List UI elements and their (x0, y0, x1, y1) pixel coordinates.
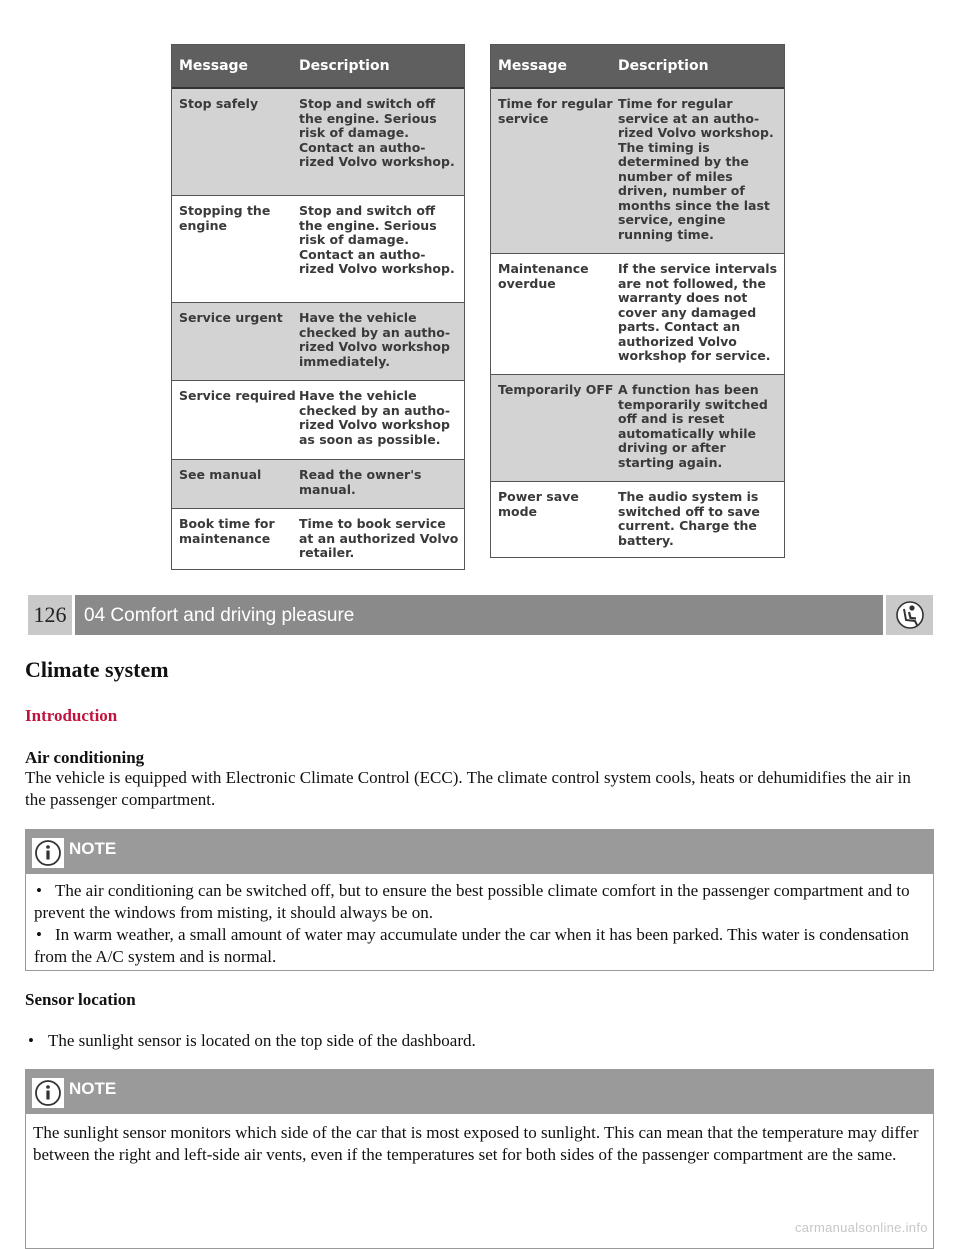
page-title: Climate system (25, 657, 169, 682)
header-description: Description (618, 57, 709, 74)
info-icon (32, 838, 64, 873)
table-row (172, 196, 464, 303)
row-description: Have the vehicle checked by an autho-rized Volvo workshop as soon as possible. (299, 388, 451, 447)
table-header (172, 45, 464, 89)
bullet-icon: • (36, 881, 42, 900)
table-row (172, 89, 464, 196)
sensor-heading: Sensor location (25, 990, 136, 1009)
ac-paragraph: The vehicle is equipped with Electronic Climate Control (ECC). The climate control system cools, heats or dehumidifies the air in the passenger compartment. (25, 768, 911, 809)
note-text: The sunlight sensor monitors which side of the car that is most exposed to sunlight. This can mean that the temperature may differ between the right and left-side air vents, even if the temperatures set for both sides of the passenger compartment are the same. (33, 1123, 919, 1164)
row-message: Time for regular service (498, 96, 613, 126)
note-item-text: In warm weather, a small amount of water may accumulate under the car when it has been parked. This water is condensation from the A/C system and is normal. (34, 925, 909, 966)
info-icon (32, 1078, 64, 1113)
row-message: Service required (179, 388, 296, 403)
row-description: A function has been temporarily switched off and is reset automatically while driving or after starting again. (618, 382, 768, 470)
row-message: Maintenance overdue (498, 261, 589, 291)
row-description: Read the owner's manual. (299, 467, 422, 497)
header-message: Message (179, 57, 249, 74)
message-table-left (171, 44, 465, 570)
list-item (25, 1030, 925, 1052)
bullet-icon: • (28, 1031, 34, 1050)
row-description: Stop and switch off the engine. Serious risk of damage. Contact an autho-rized Volvo workshop. (299, 203, 455, 276)
table-row (172, 303, 464, 381)
row-description: Time for regular service at an autho-rized Volvo workshop. The timing is determined by the number of miles driven, number of months since the last service, engine running time. (618, 96, 774, 242)
section-subheading: Introduction (25, 706, 118, 725)
ac-heading: Air conditioning (25, 748, 145, 767)
note-box (25, 829, 934, 971)
row-description: The audio system is switched off to save current. Charge the battery. (618, 489, 760, 548)
row-message: Service urgent (179, 310, 283, 325)
list-item (34, 880, 925, 924)
note-list (26, 874, 933, 968)
row-description: Stop and switch off the engine. Serious risk of damage. Contact an autho-rized Volvo workshop. (299, 96, 455, 169)
sensor-item-text: The sunlight sensor is located on the top side of the dashboard. (48, 1031, 476, 1050)
chapter-bar (28, 595, 933, 635)
table-row (172, 381, 464, 460)
row-message: Stop safely (179, 96, 259, 111)
row-message: Temporarily OFF (498, 382, 614, 397)
bullet-icon: • (36, 925, 42, 944)
note-label: NOTE (69, 1079, 117, 1098)
table-row (172, 460, 464, 509)
page-number: 126 (28, 595, 72, 635)
row-message: Book time for maintenance (179, 516, 275, 546)
header-message: Message (498, 57, 568, 74)
row-message: Stopping the engine (179, 203, 271, 233)
row-description: Have the vehicle checked by an autho-rized Volvo workshop immediately. (299, 310, 451, 369)
table-row (491, 375, 784, 482)
row-message: See manual (179, 467, 262, 482)
table-row (491, 482, 784, 558)
header-description: Description (299, 57, 390, 74)
watermark: carmanualsonline.info (795, 1220, 928, 1235)
seat-person-icon (886, 595, 933, 635)
table-header (491, 45, 784, 89)
chapter-title: 04 Comfort and driving pleasure (75, 595, 883, 635)
row-description: Time to book service at an authorized Volvo retailer. (299, 516, 459, 560)
note-label: NOTE (69, 839, 117, 858)
note-header (26, 830, 933, 874)
message-table-right (490, 44, 785, 558)
note-item-text: The air conditioning can be switched off, but to ensure the best possible climate comfort in the passenger compartment and to prevent the windows from misting, it should always be on. (34, 881, 910, 922)
row-message: Power save mode (498, 489, 579, 519)
row-description: If the service intervals are not followed, the warranty does not cover any damaged parts. Contact an authorized Volvo workshop for service. (618, 261, 778, 363)
table-row (491, 254, 784, 375)
table-row (491, 89, 784, 254)
note-header (26, 1070, 933, 1114)
table-row (172, 509, 464, 571)
list-item (34, 924, 925, 968)
